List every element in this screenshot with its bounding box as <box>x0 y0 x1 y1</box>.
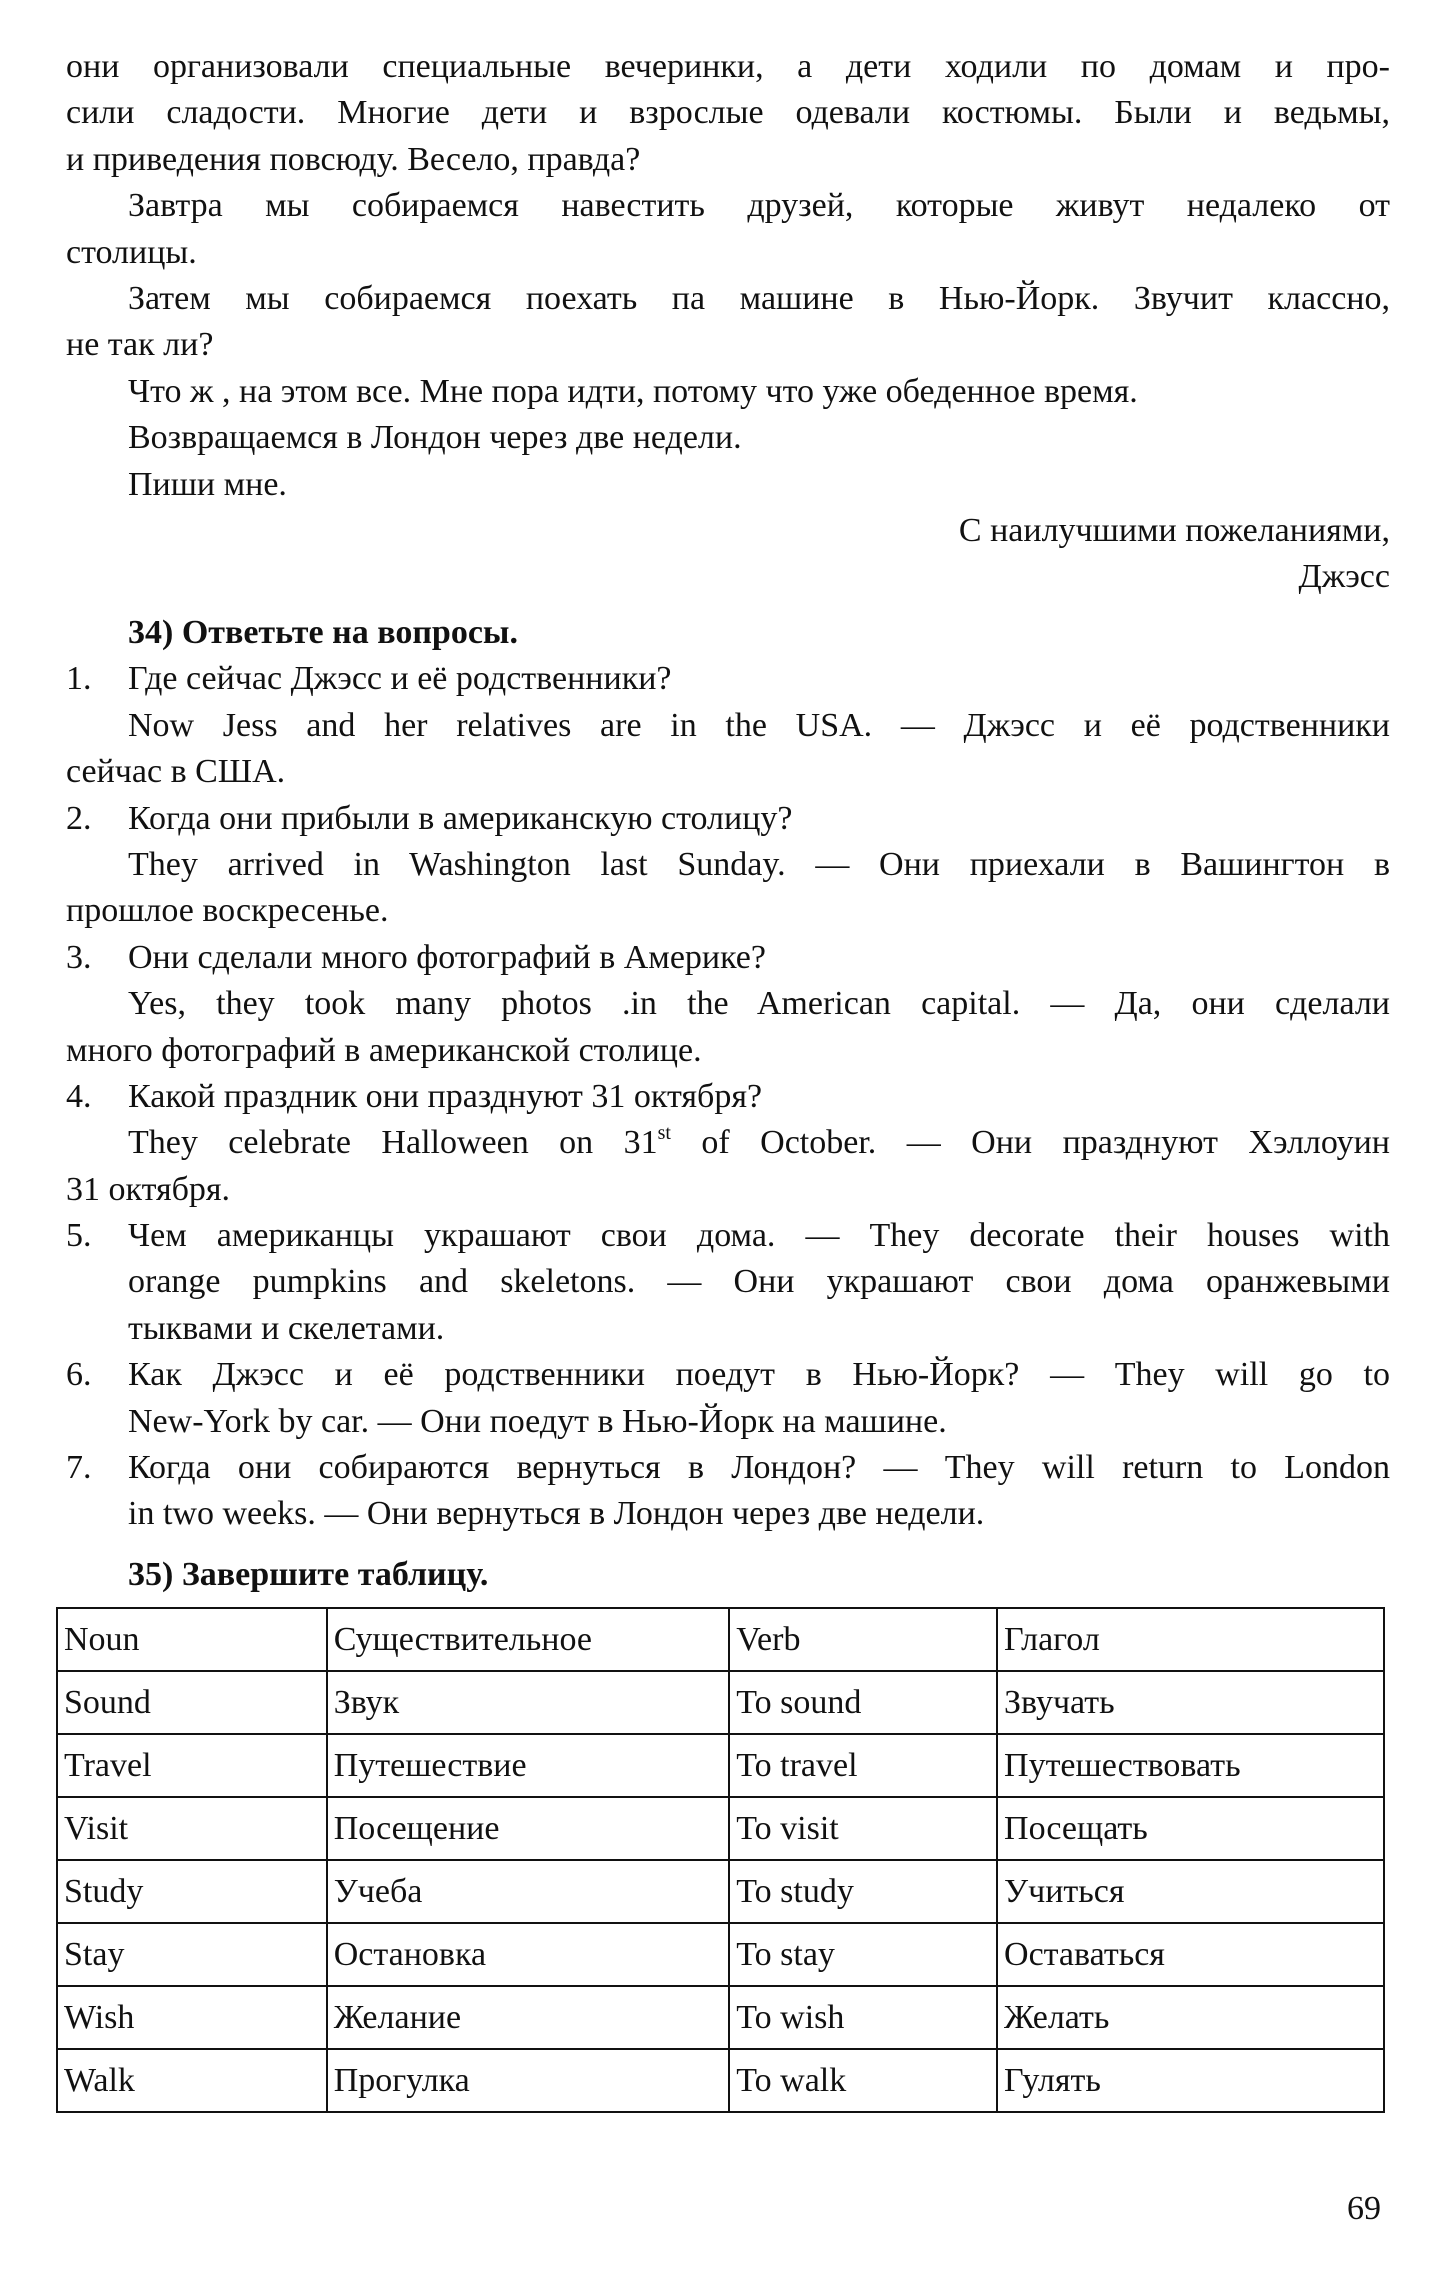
exercise-35 <box>66 1552 1390 1598</box>
line-text: orange pumpkins and skeletons. — Они украшают свои дома оранжевыми <box>128 1263 1390 1301</box>
table-cell: Звучать <box>997 1671 1384 1734</box>
question-number: 3. <box>66 938 92 976</box>
table-cell: Звук <box>327 1671 730 1734</box>
line-text: They arrived in Washington last Sunday. — Они приехали в Вашингтон в <box>128 845 1390 883</box>
line-text: сейчас в США. <box>66 753 286 791</box>
letter-line: С наилучшими пожеланиями, <box>958 511 1390 549</box>
answer-line <box>66 1306 1390 1352</box>
answer-line <box>66 1120 1390 1166</box>
table-cell: Желать <box>997 1986 1384 2049</box>
noun-verb-table <box>56 1607 1385 2113</box>
table-cell: Посещение <box>327 1797 730 1860</box>
table-cell: Путешествие <box>327 1734 730 1797</box>
line-text: много фотографий в американской столице. <box>66 1031 702 1069</box>
table-cell: Гулять <box>997 2049 1384 2112</box>
table-cell: Прогулка <box>327 2049 730 2112</box>
answer-line <box>66 842 1390 888</box>
line-text: Когда они собираются вернуться в Лондон? — They will return to London <box>128 1449 1390 1487</box>
line-text: Когда они прибыли в американскую столицу? <box>128 799 793 837</box>
table-row <box>57 1986 1384 2049</box>
table-cell: Учеба <box>327 1860 730 1923</box>
page-number: 69 <box>1347 2190 1381 2227</box>
question-line <box>66 935 1390 981</box>
table-cell: Желание <box>327 1986 730 2049</box>
question-number: 5. <box>66 1217 92 1255</box>
table-cell: To stay <box>729 1923 997 1986</box>
table-cell: Travel <box>57 1734 327 1797</box>
table-cell: Путешествовать <box>997 1734 1384 1797</box>
question-line <box>66 1074 1390 1120</box>
question-number: 4. <box>66 1077 92 1115</box>
table-cell: Study <box>57 1860 327 1923</box>
question-line <box>66 656 1390 702</box>
question-line <box>66 1213 1390 1259</box>
table-cell: To sound <box>729 1671 997 1734</box>
table-row <box>57 1797 1384 1860</box>
line-text: тыквами и скелетами. <box>128 1309 445 1347</box>
table-cell: To walk <box>729 2049 997 2112</box>
table-cell: Walk <box>57 2049 327 2112</box>
letter-line: не так ли? <box>66 326 214 364</box>
table-cell: Существительное <box>327 1608 730 1671</box>
table-cell: To wish <box>729 1986 997 2049</box>
letter-line: Завтра мы собираемся навестить друзей, которые живут недалеко от <box>128 187 1390 225</box>
table-cell: To travel <box>729 1734 997 1797</box>
table-cell: Noun <box>57 1608 327 1671</box>
answer-line <box>66 1259 1390 1305</box>
table-cell: To visit <box>729 1797 997 1860</box>
question-line <box>66 1445 1390 1491</box>
line-text: New-York by car. — Они поедут в Нью-Йорк на машине. <box>128 1402 947 1440</box>
letter-line: они организовали специальные вечеринки, а дети ходили по домам и про- <box>66 48 1390 85</box>
letter-line: Пиши мне. <box>128 465 287 503</box>
table-row <box>57 1671 1384 1734</box>
table-header-row <box>57 1608 1384 1671</box>
answer-line <box>66 703 1390 749</box>
letter-line: Джэсс <box>1298 558 1390 596</box>
table-row <box>57 1923 1384 1986</box>
table-cell: Глагол <box>997 1608 1384 1671</box>
letter-line: Что ж , на этом все. Мне пора идти, потому что уже обеденное время. <box>128 372 1138 410</box>
table-cell: Visit <box>57 1797 327 1860</box>
line-text: Now Jess and her relatives are in the USA. — Джэсс и её родственники <box>128 706 1390 744</box>
table-row <box>57 1860 1384 1923</box>
table-row <box>57 2049 1384 2112</box>
letter-line: и приведения повсюду. Весело, правда? <box>66 140 641 178</box>
letter-line: Возвращаемся в Лондон через две недели. <box>128 419 742 457</box>
table-cell: Wish <box>57 1986 327 2049</box>
exercise-34-heading: 34) Ответьте на вопросы. <box>128 614 518 651</box>
line-text: Где сейчас Джэсс и её родственники? <box>128 660 672 698</box>
table-cell: Остановка <box>327 1923 730 1986</box>
answer-line <box>66 981 1390 1027</box>
table-row <box>57 1734 1384 1797</box>
table-cell: Посещать <box>997 1797 1384 1860</box>
line-text-rest: of October. — Они празднуют Хэллоуин <box>670 1124 1390 1162</box>
question-number: 6. <box>66 1356 92 1394</box>
line-text: Как Джэсс и её родственники поедут в Нью-Йорк? — They will go to <box>128 1356 1390 1394</box>
letter-line: Затем мы собираемся поехать па машине в Нью-Йорк. Звучит классно, <box>128 279 1390 317</box>
table-cell: Учиться <box>997 1860 1384 1923</box>
table-cell: Sound <box>57 1671 327 1734</box>
table-cell: To study <box>729 1860 997 1923</box>
letter-line: сили сладости. Многие дети и взрослые одевали костюмы. Были и ведьмы, <box>66 94 1390 132</box>
table-cell: Оставаться <box>997 1923 1384 1986</box>
question-line <box>66 1352 1390 1398</box>
answer-line <box>66 1491 1390 1537</box>
answer-line <box>66 1028 1390 1074</box>
letter-text <box>66 44 1390 601</box>
answer-line <box>66 888 1390 934</box>
answer-line <box>66 1399 1390 1445</box>
line-text: Yes, they took many photos .in the American capital. — Да, они сделали <box>128 985 1390 1023</box>
answer-line <box>66 1167 1390 1213</box>
line-text: Чем американцы украшают свои дома. — They decorate their houses with <box>128 1217 1390 1255</box>
exercise-35-heading: 35) Завершите таблицу. <box>128 1556 489 1593</box>
letter-line: столицы. <box>66 233 197 271</box>
answer-line <box>66 749 1390 795</box>
question-line <box>66 796 1390 842</box>
question-number: 1. <box>66 660 92 698</box>
table-cell: Verb <box>729 1608 997 1671</box>
exercise-34 <box>66 610 1390 1538</box>
line-text: прошлое воскресенье. <box>66 892 389 930</box>
line-text: Какой праздник они празднуют 31 октября? <box>128 1077 763 1115</box>
line-text: Они сделали много фотографий в Америке? <box>128 938 766 976</box>
line-text: 31 октября. <box>66 1170 231 1208</box>
line-text: They celebrate Halloween on 31 <box>128 1124 658 1162</box>
superscript: st <box>657 1122 671 1145</box>
table-cell: Stay <box>57 1923 327 1986</box>
question-number: 7. <box>66 1449 92 1487</box>
line-text: in two weeks. — Они вернуться в Лондон через две недели. <box>128 1495 985 1533</box>
question-number: 2. <box>66 799 92 837</box>
